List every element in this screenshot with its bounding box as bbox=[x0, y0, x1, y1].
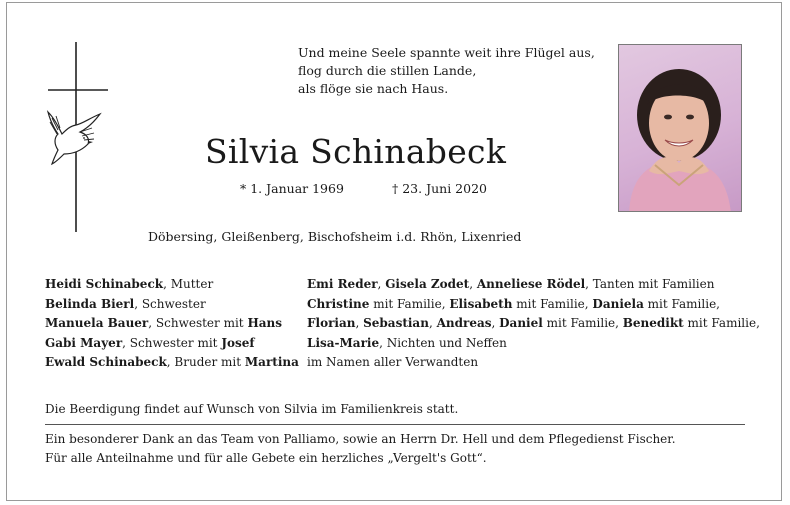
mourners-left bbox=[45, 275, 299, 373]
thanks-line: Ein besonderer Dank an das Team von Palliamo, sowie an Herrn Dr. Hell und dem Pflegedienst Fischer. bbox=[45, 432, 676, 446]
relative-name: Emi Reder bbox=[307, 277, 378, 291]
mourner-relation: , Bruder mit bbox=[166, 355, 245, 369]
thanks-notice bbox=[45, 430, 676, 468]
mourner-partner: Hans bbox=[247, 316, 283, 330]
mourner-relation: , Mutter bbox=[163, 277, 214, 291]
relative-name: Sebastian bbox=[363, 316, 429, 330]
relative-name: Andreas bbox=[436, 316, 492, 330]
portrait-photo bbox=[618, 44, 742, 212]
birth-date: * 1. Januar 1969 bbox=[240, 181, 344, 196]
mourner-relation: , Schwester mit bbox=[148, 316, 248, 330]
mourner-name: Gabi Mayer bbox=[45, 335, 123, 350]
mourner-partner: Josef bbox=[221, 335, 255, 350]
mourner-name: Heidi Schinabeck bbox=[45, 277, 164, 291]
relative-name: Anneliese Rödel bbox=[476, 277, 586, 291]
deceased-name: Silvia Schinabeck bbox=[205, 132, 507, 171]
relation-text: mit Familie, bbox=[643, 296, 720, 311]
relative-name: Elisabeth bbox=[449, 296, 513, 311]
relation-text: mit Familie, bbox=[542, 316, 623, 330]
mourner-name: Manuela Bauer bbox=[45, 316, 149, 330]
relative-name: Lisa-Marie bbox=[307, 335, 380, 350]
separator-text: , bbox=[469, 277, 477, 291]
relative-name: Gisela Zodet bbox=[385, 277, 470, 291]
relation-text: , Tanten mit Familien bbox=[585, 277, 715, 291]
mourner-row bbox=[45, 353, 299, 373]
places-line: Döbersing, Gleißenberg, Bischofsheim i.d. Rhön, Lixenried bbox=[148, 229, 522, 244]
separator-text: , bbox=[428, 316, 437, 330]
relative-name: Benedikt bbox=[622, 316, 684, 330]
relatives-row bbox=[307, 353, 760, 373]
relative-name: Daniela bbox=[592, 296, 644, 311]
relatives-row bbox=[307, 314, 760, 334]
mourner-relation: , Schwester bbox=[134, 296, 206, 311]
mourner-name: Ewald Schinabeck bbox=[45, 355, 167, 369]
mourner-relation: , Schwester mit bbox=[122, 335, 222, 350]
funeral-notice: Die Beerdigung findet auf Wunsch von Silvia im Familienkreis statt. bbox=[45, 402, 459, 416]
memorial-verse bbox=[298, 44, 598, 98]
mourner-row bbox=[45, 295, 299, 315]
relatives-row bbox=[307, 295, 760, 315]
verse-line: als flöge sie nach Haus. bbox=[298, 81, 449, 96]
relation-text: , Nichten und Neffen bbox=[379, 335, 507, 350]
relation-text: mit Familie, bbox=[512, 296, 593, 311]
relation-text: mit Familie, bbox=[369, 296, 450, 311]
mourner-name: Belinda Bierl bbox=[45, 296, 135, 311]
verse-line: flog durch die stillen Lande, bbox=[298, 63, 477, 78]
relation-text: mit Familie, bbox=[683, 316, 760, 330]
mourner-row bbox=[45, 334, 299, 354]
death-date: † 23. Juni 2020 bbox=[392, 181, 487, 196]
mourner-row bbox=[45, 275, 299, 295]
separator-text: , bbox=[377, 277, 386, 291]
relative-name: Florian bbox=[307, 316, 356, 330]
relative-name: Daniel bbox=[499, 316, 543, 330]
relative-name: Christine bbox=[307, 296, 370, 311]
relatives-row bbox=[307, 275, 760, 295]
mourner-row bbox=[45, 314, 299, 334]
dove-icon bbox=[40, 108, 110, 168]
thanks-line: Für alle Anteilnahme und für alle Gebete ein herzliches „Vergelt's Gott“. bbox=[45, 451, 487, 465]
divider-line bbox=[45, 424, 745, 425]
mourners-right bbox=[307, 275, 760, 373]
relation-text: im Namen aller Verwandten bbox=[307, 355, 479, 369]
verse-line: Und meine Seele spannte weit ihre Flügel aus, bbox=[298, 45, 595, 60]
separator-text: , bbox=[491, 316, 500, 330]
relatives-row bbox=[307, 334, 760, 354]
mourner-partner: Martina bbox=[244, 355, 299, 369]
separator-text: , bbox=[355, 316, 364, 330]
